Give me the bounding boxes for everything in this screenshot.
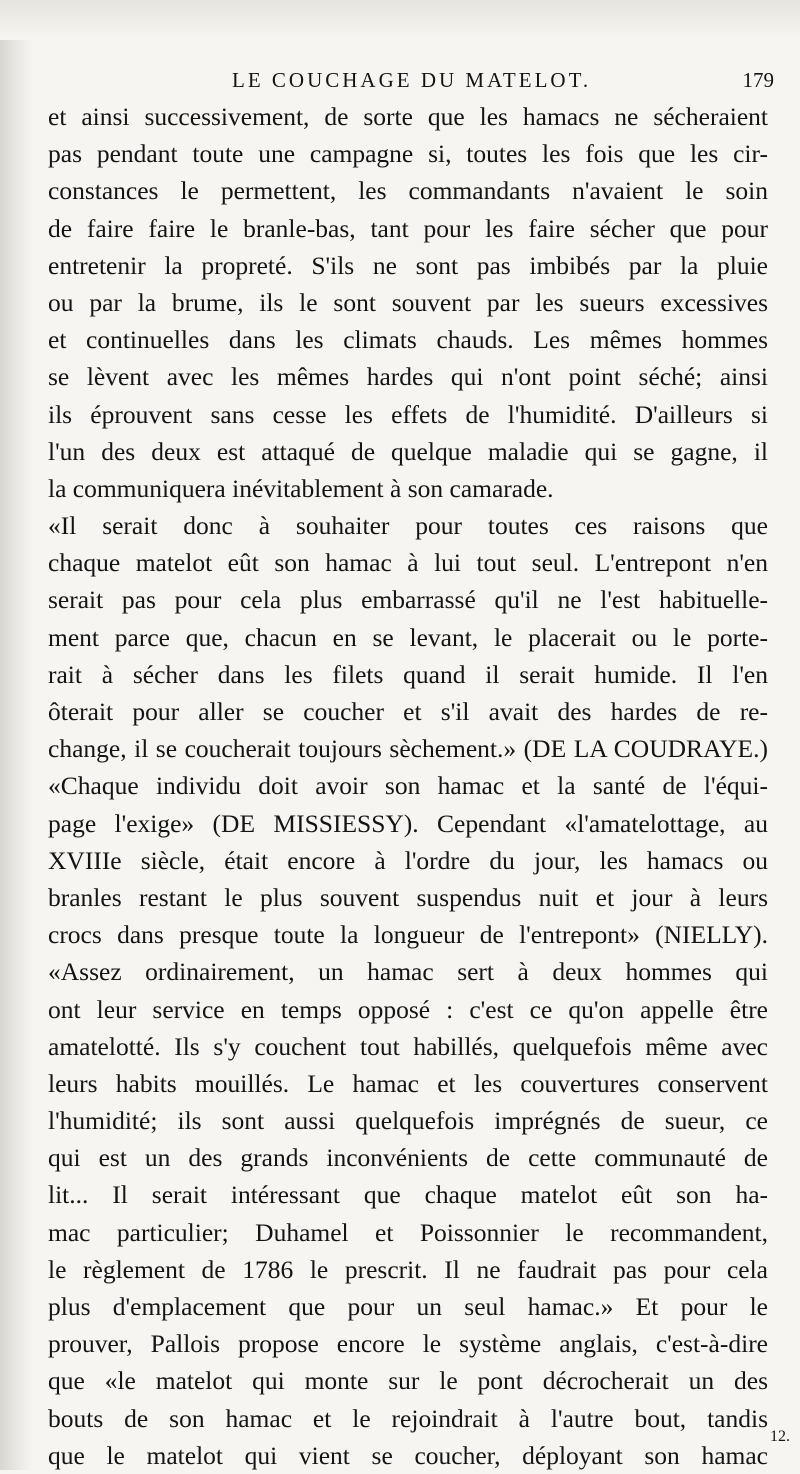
text-line: lit... Il serait intéressant que chaque matelot eût son ha-: [48, 1180, 768, 1210]
text-line: que «le matelot qui monte sur le pont décrocherait un des: [48, 1366, 768, 1396]
text-line: qui est un des grands inconvénients de cette communauté de: [48, 1143, 768, 1173]
text-line: de faire faire le branle-bas, tant pour les faire sécher que pour: [48, 213, 768, 243]
text-line: l'un des deux est attaqué de quelque maladie qui se gagne, il: [48, 436, 768, 466]
text-line: «Il serait donc à souhaiter pour toutes ces raisons que: [48, 511, 768, 541]
text-line: leurs habits mouillés. Le hamac et les couvertures conservent: [48, 1068, 768, 1098]
text-line: «Chaque individu doit avoir son hamac et la santé de l'équi-: [48, 771, 768, 801]
text-line: que le matelot qui vient se coucher, déployant son hamac: [48, 1440, 768, 1470]
page-shadow-left: [0, 0, 34, 1470]
text-line: le règlement de 1786 le prescrit. Il ne faudrait pas pour cela: [48, 1254, 768, 1284]
text-line: «Assez ordinairement, un hamac sert à deux hommes qui: [48, 957, 768, 987]
text-line: ils éprouvent sans cesse les effets de l'humidité. D'ailleurs si: [48, 399, 768, 429]
text-line: la communiquera inévitablement à son camarade.: [48, 473, 554, 503]
text-line: se lèvent avec les mêmes hardes qui n'ont point séché; ainsi: [48, 362, 768, 392]
body-text: [48, 98, 768, 1474]
signature-mark: 12.: [770, 1428, 790, 1445]
text-line: change, il se coucherait toujours sèchement.» (DE LA COUDRAYE.): [48, 734, 768, 764]
text-line: page l'exige» (DE MISSIESSY). Cependant «l'amatelottage, au: [48, 808, 768, 838]
text-line: ou par la brume, ils le sont souvent par les sueurs excessives: [48, 287, 768, 317]
page-shadow-top: [0, 0, 800, 40]
text-line: ment parce que, chacun en se levant, le placerait ou le porte-: [48, 622, 768, 652]
text-line: crocs dans presque toute la longueur de l'entrepont» (NIELLY).: [48, 920, 768, 950]
text-line: prouver, Pallois propose encore le système anglais, c'est-à-dire: [48, 1329, 768, 1359]
text-line: et continuelles dans les climats chauds. Les mêmes hommes: [48, 325, 768, 355]
text-line: et ainsi successivement, de sorte que les hamacs ne sécheraient: [48, 102, 768, 131]
text-line: rait à sécher dans les filets quand il serait humide. Il l'en: [48, 659, 768, 689]
text-line: ôterait pour aller se coucher et s'il avait des hardes de re-: [48, 697, 768, 726]
page-header: [232, 68, 774, 98]
text-line: entretenir la propreté. S'ils ne sont pas imbibés par la pluie: [48, 250, 768, 280]
text-line: chaque matelot eût son hamac à lui tout seul. L'entrepont n'en: [48, 548, 768, 578]
text-line: branles restant le plus souvent suspendus nuit et jour à leurs: [48, 882, 768, 912]
page-number: 179: [742, 68, 774, 92]
text-line: plus d'emplacement que pour un seul hamac.» Et pour le: [48, 1292, 768, 1321]
text-line: constances le permettent, les commandants n'avaient le soin: [48, 176, 768, 206]
text-line: serait pas pour cela plus embarrassé qu'il ne l'est habituelle-: [48, 585, 768, 615]
text-line: ont leur service en temps opposé : c'est ce qu'on appelle être: [48, 994, 768, 1024]
running-title: LE COUCHAGE DU MATELOT.: [232, 68, 592, 92]
text-line: pas pendant toute une campagne si, toutes les fois que les cir-: [48, 139, 768, 169]
text-line: amatelotté. Ils s'y couchent tout habillés, quelquefois même avec: [48, 1031, 768, 1061]
text-line: mac particulier; Duhamel et Poissonnier le recommandent,: [48, 1217, 768, 1247]
text-line: XVIIIe siècle, était encore à l'ordre du jour, les hamacs ou: [48, 845, 768, 875]
text-line: l'humidité; ils sont aussi quelquefois imprégnés de sueur, ce: [48, 1106, 768, 1136]
text-line: bouts de son hamac et le rejoindrait à l'autre bout, tandis: [48, 1403, 768, 1433]
